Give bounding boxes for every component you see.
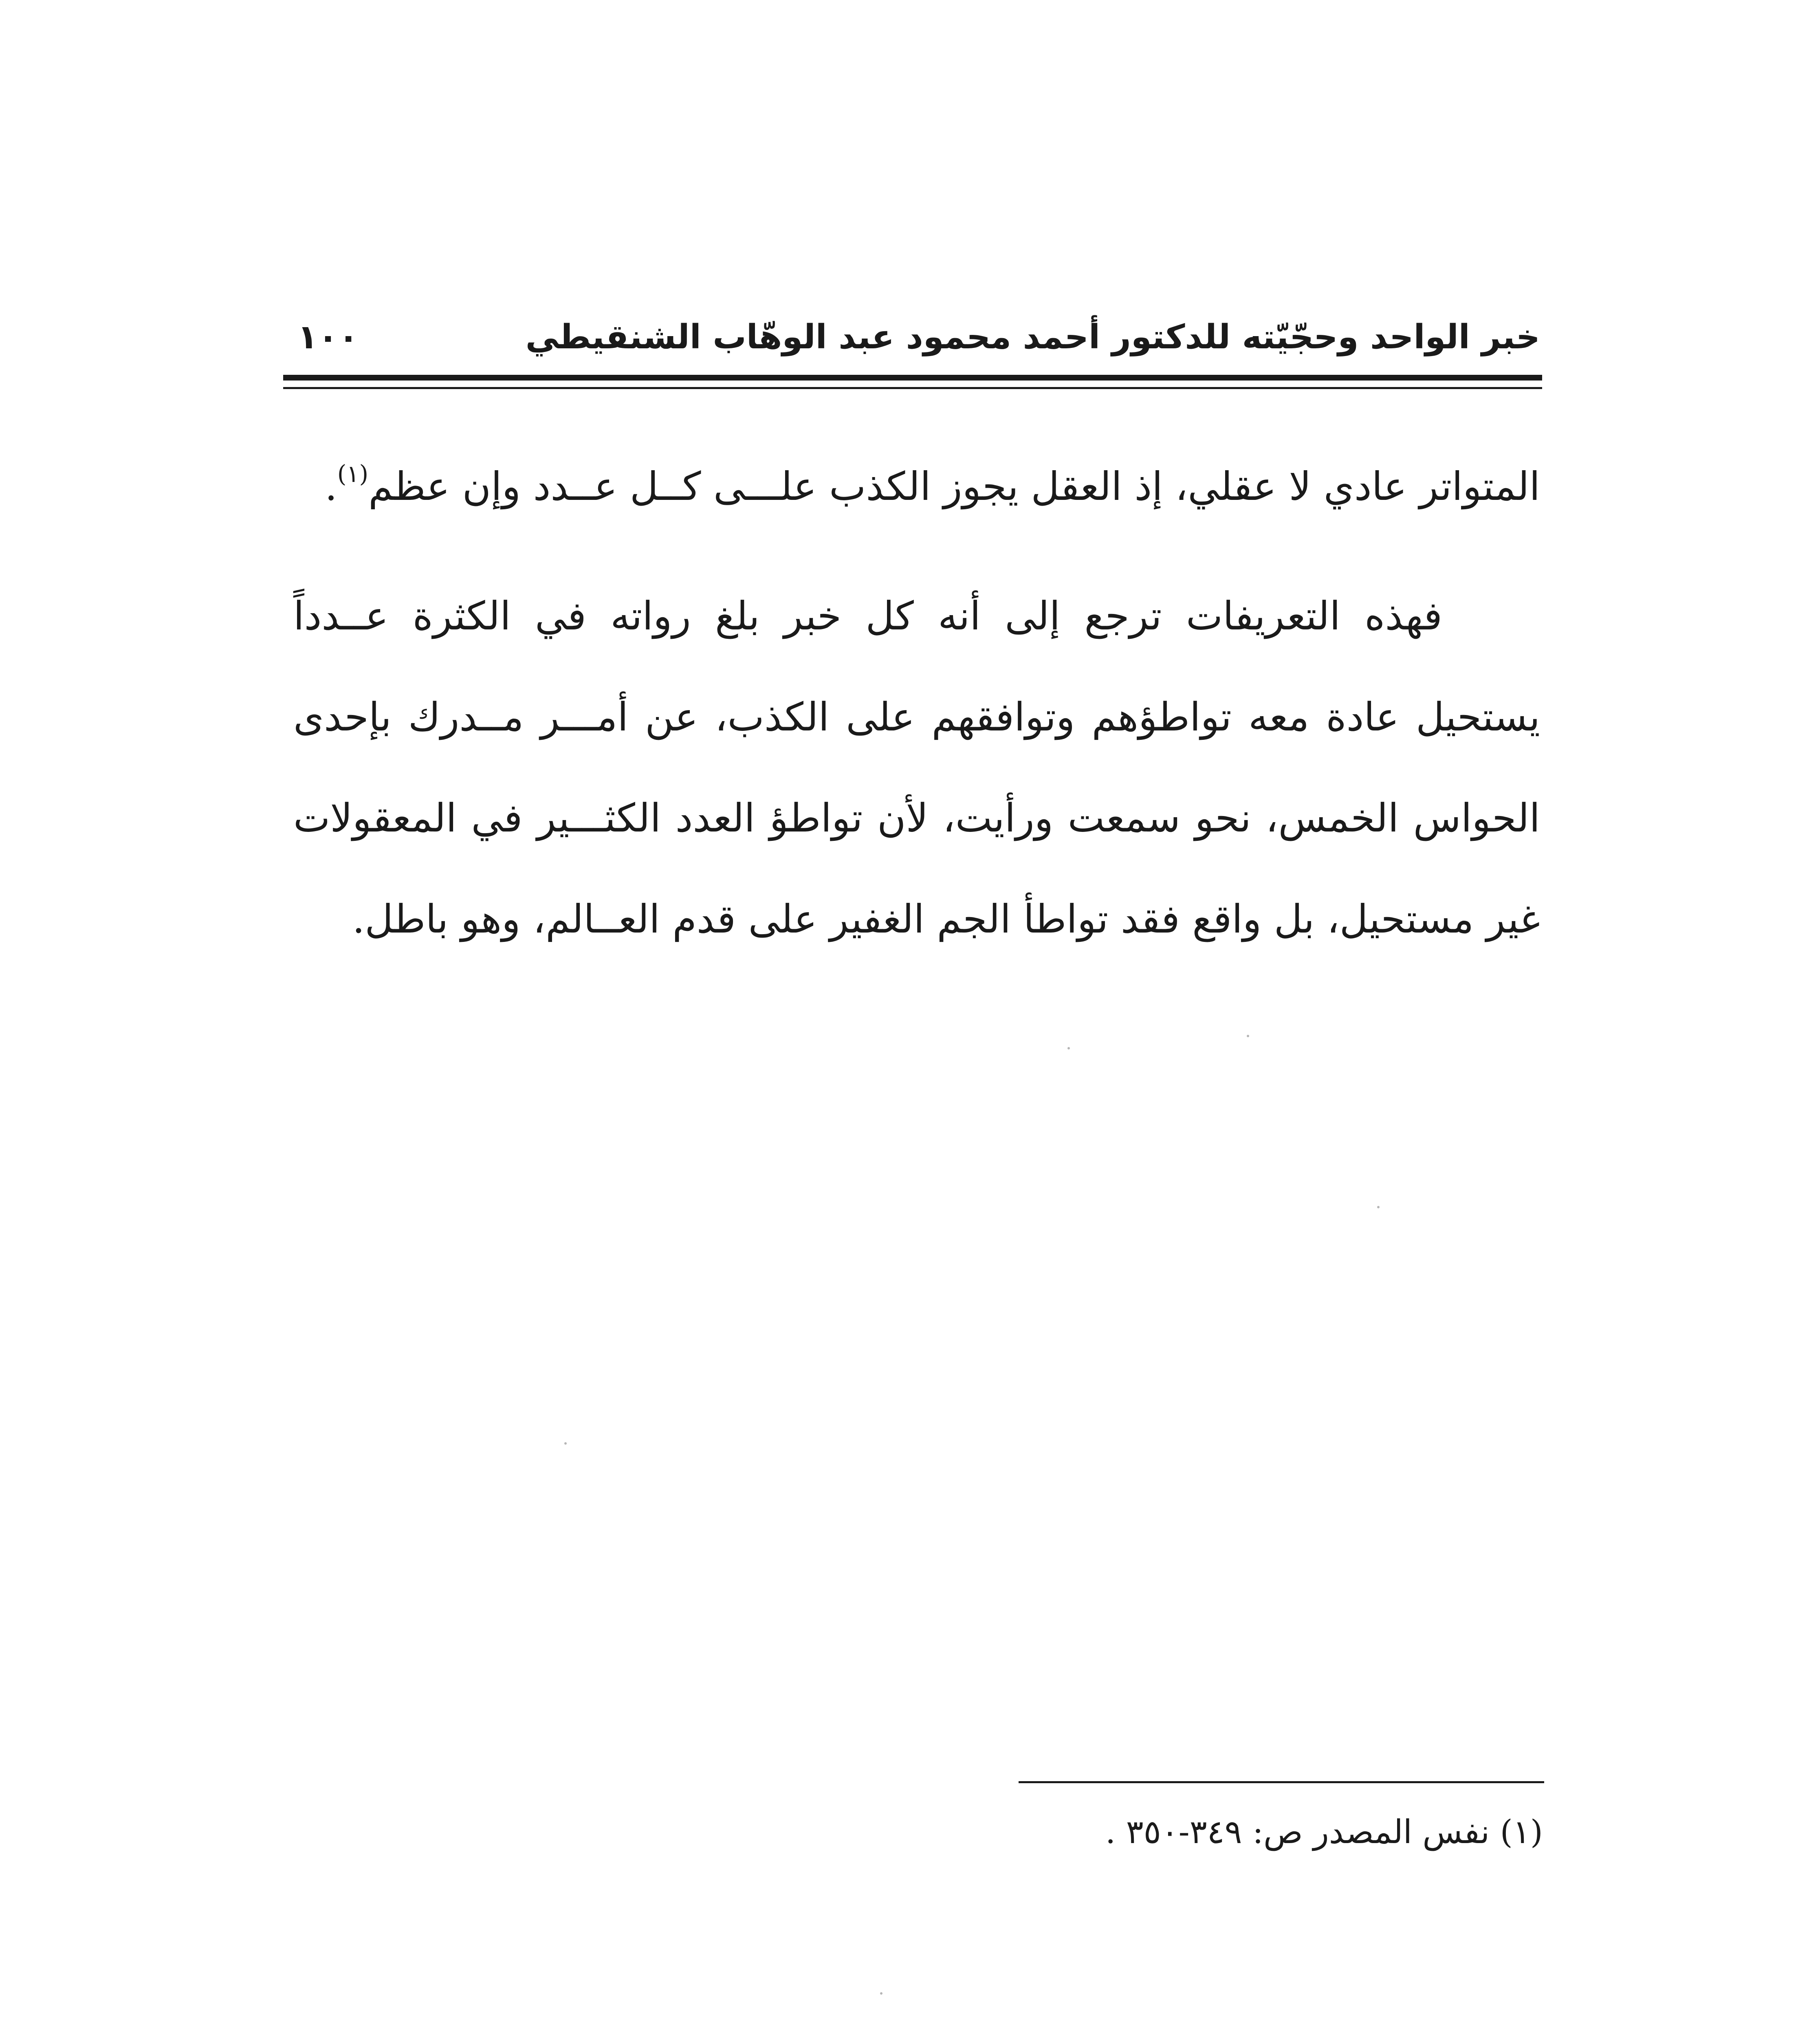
- paragraph-1-end: .: [325, 464, 337, 509]
- paragraph-1: [293, 436, 1540, 537]
- scan-speck: [1067, 1047, 1070, 1049]
- paragraph-1-text: المتواتر عادي لا عقلي، إذ العقل يجوز الكذب علـــى كــل عــدد وإن عظم: [368, 464, 1540, 509]
- header-rule-thick: [283, 375, 1542, 381]
- scan-speck: [1247, 1035, 1249, 1037]
- paragraph-2: فهذه التعريفات ترجع إلى أنه كل خبر بلغ رواته في الكثرة عــدداً يستحيل عادة معه تواطؤهم وتوافقهم على الكذب، عن أمـــر مــدرك بإحدى الحواس الخمس، نحو سمعت ورأيت، لأن تواطؤ العدد الكثـــير في المعقولات غير مستحيل، بل واقع فقد تواطأ الجم الغفير على قدم العــالم، وهو باطل.: [293, 593, 1540, 942]
- footnote-text: نفس المصدر ص: ٣٤٩-٣٥٠ .: [1105, 1813, 1490, 1851]
- footnote-separator: [1019, 1781, 1544, 1783]
- page-number: ١٠٠: [297, 318, 359, 356]
- scan-speck: [1377, 1206, 1380, 1208]
- footnote-reference: (١): [337, 460, 369, 488]
- body-text: [293, 436, 1540, 970]
- footnote: [565, 1813, 1543, 1851]
- header-rule-thin: [283, 387, 1542, 389]
- scan-speck: [880, 1992, 882, 1995]
- header-title: خبر الواحد وحجّيّته للدكتور أحمد محمود عبد الوهّاب الشنقيطي: [525, 318, 1540, 356]
- footnote-marker: (١): [1500, 1813, 1543, 1851]
- running-header: [285, 314, 1540, 371]
- scan-speck: [564, 1442, 567, 1445]
